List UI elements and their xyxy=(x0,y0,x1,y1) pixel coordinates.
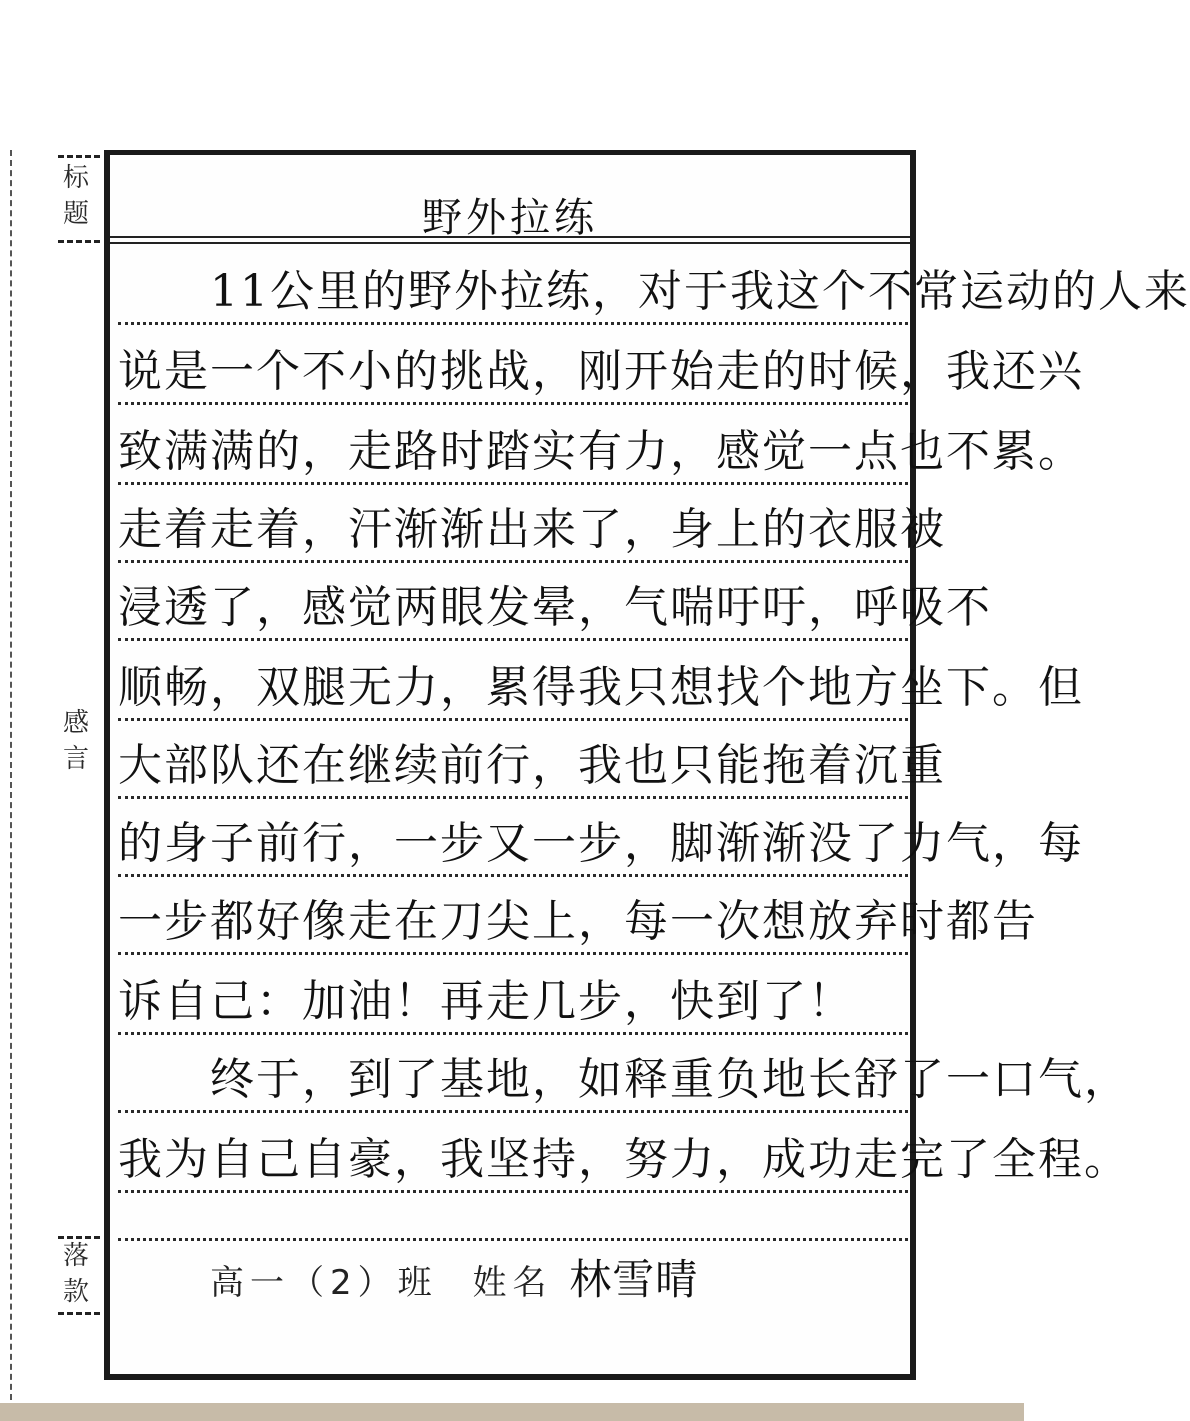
essay-line: 一步都好像走在刀尖上，每一次想放弃时都告 xyxy=(118,892,908,955)
title-rule xyxy=(110,242,910,244)
essay-line: 诉自己：加油！再走几步，快到了！ xyxy=(118,972,908,1035)
essay-line: 11公里的野外拉练，对于我这个不常运动的人来 xyxy=(118,262,908,325)
class-text: 高一（2）班 xyxy=(210,1263,438,1303)
label-divider xyxy=(58,1312,100,1315)
essay-line: 的身子前行，一步又一步，脚渐渐没了力气，每 xyxy=(118,814,908,877)
essay-line: 浸透了，感觉两眼发晕，气喘吁吁，呼吸不 xyxy=(118,578,908,641)
title-rule xyxy=(110,236,910,238)
table-surface xyxy=(0,1403,1024,1421)
essay-line: 走着走着，汗渐渐出来了，身上的衣服被 xyxy=(118,500,908,563)
signature-side-label: 落款 xyxy=(62,1241,91,1307)
blank-line xyxy=(118,1178,908,1241)
signature-line xyxy=(210,1250,698,1310)
essay-line-text: 我为自己自豪，我坚持，努力，成功走完了全程。 xyxy=(118,1134,1130,1185)
essay-line: 大部队还在继续前行，我也只能拖着沉重 xyxy=(118,736,908,799)
page-edge-binding xyxy=(0,150,12,1410)
name-label: 姓名 xyxy=(472,1263,553,1303)
title-side-label: 标题 xyxy=(62,163,91,229)
essay-line: 致满满的，走路时踏实有力，感觉一点也不累。 xyxy=(118,422,908,485)
essay-line: 终于，到了基地，如释重负地长舒了一口气， xyxy=(118,1050,908,1113)
essay-line: 说是一个不小的挑战，刚开始走的时候，我还兴 xyxy=(118,342,908,405)
body-side-label: 感言 xyxy=(62,708,91,774)
label-divider xyxy=(58,155,100,158)
student-name: 林雪晴 xyxy=(569,1255,699,1304)
essay-title: 野外拉练 xyxy=(422,195,598,241)
essay-line: 顺畅，双腿无力，累得我只想找个地方坐下。但 xyxy=(118,658,908,721)
label-divider xyxy=(58,240,100,243)
